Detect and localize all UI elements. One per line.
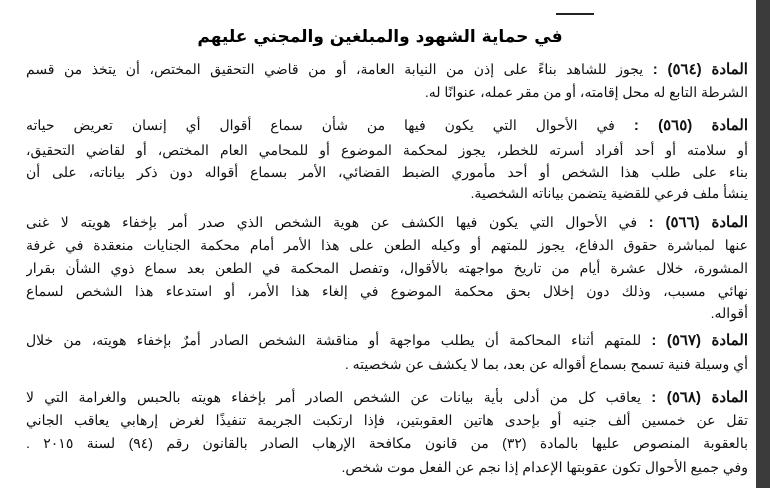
article-566-line-3: المشورة، خلال عشرة أيام من تاريخ مواجهته بالأقوال، وتفصل المحكمة في الطعن بعد سماع ذوي الشأن بقرار bbox=[26, 260, 748, 276]
article-566-line-1: المادة (٥٦٦) : في الأحوال التي يكون فيها الكشف عن هوية الشخص الذي صدر أمر بإخفاء هويته لا غنى bbox=[26, 214, 748, 231]
article-567-line-1: المادة (٥٦٧) : للمتهم أثناء المحاكمة أن يطلب مواجهة أو مناقشة الشخص الصادر أمرٌ بإخفاء هويته، من خلال bbox=[26, 332, 748, 349]
article-label: المادة (٥٦٦) : bbox=[648, 214, 748, 231]
article-label: المادة (٥٦٧) : bbox=[651, 332, 748, 349]
article-567-line-2: أي وسيلة فنية تسمح بسماع أقواله عن بعد، بما لا يكشف عن شخصيته . bbox=[344, 356, 748, 372]
article-565-line-4: ينشأ ملف فرعي للقضية يتضمن بياناته الشخصية. bbox=[470, 185, 748, 201]
article-564-line-2: الشرطة التابع له محل إقامته، أو من مقر عمله، عنوانًا له. bbox=[424, 84, 748, 100]
article-568-line-1: المادة (٥٦٨) : يعاقب كل من أدلى بأية بيانات عن الشخص الصادر أمر بإخفاء هويته بالحبس والغرامة التي لا bbox=[26, 389, 748, 406]
article-label: المادة (٥٦٥) : bbox=[633, 117, 748, 134]
article-565-line-2: أو سلامته أو أحد أفراد أسرته للخطر، يجوز لمحكمة الموضوع أو للمحامي العام المختص، أو لقاضي التحقيق، bbox=[26, 142, 748, 158]
viewer-scrollbar[interactable] bbox=[756, 0, 770, 488]
header-rule bbox=[556, 13, 594, 15]
article-565-line-1: المادة (٥٦٥) : في الأحوال التي يكون فيها من شأن سماع أقوال أي إنسان تعريض حياته bbox=[26, 117, 748, 134]
article-label: المادة (٥٦٨) : bbox=[651, 389, 748, 406]
article-566-line-4: نهائي مسبب، وذلك دون إخلال بحق محكمة الموضوع في إلغاء هذا الأمر، أو استدعاء هذا الشخص لسماع bbox=[26, 283, 748, 299]
article-568-line-2: تقل عن خمسين ألف جنيه أو بإحدى هاتين العقوبتين، فإذا ارتكبت الجريمة تنفيذًا لغرض إرهابي يعاقب الجاني bbox=[26, 412, 748, 428]
article-label: المادة (٥٦٤) : bbox=[652, 61, 748, 78]
article-568-line-3: بالعقوبة المنصوص عليها بالمادة (٣٢) من قانون مكافحة الإرهاب الصادر بالقانون رقم (٩٤) لسنة ٢٠١٥ . bbox=[26, 435, 748, 451]
article-568-line-4: وفي جميع الأحوال تكون عقوبتها الإعدام إذا نجم عن الفعل موت شخص. bbox=[341, 459, 748, 475]
article-565-line-3: بناء على طلب هذا الشخص أو أحد مأموري الضبط القضائي، الأمر بسماع أقواله دون ذكر بياناته، على أن bbox=[26, 164, 748, 180]
article-564-line-1: المادة (٥٦٤) : يجوز للشاهد بناءً على إذن من النيابة العامة، أو من قاضي التحقيق المختص، أن يتخذ من قسم bbox=[26, 61, 748, 78]
article-566-line-2: عنها لمباشرة حقوق الدفاع، يجوز للمتهم أو وكيله الطعن على هذا الأمر أمام محكمة الجنايات منعقدة في غرفة bbox=[26, 237, 748, 253]
article-566-line-5: أقواله. bbox=[710, 305, 748, 321]
section-title: في حماية الشهود والمبلغين والمجني عليهم bbox=[197, 27, 563, 47]
